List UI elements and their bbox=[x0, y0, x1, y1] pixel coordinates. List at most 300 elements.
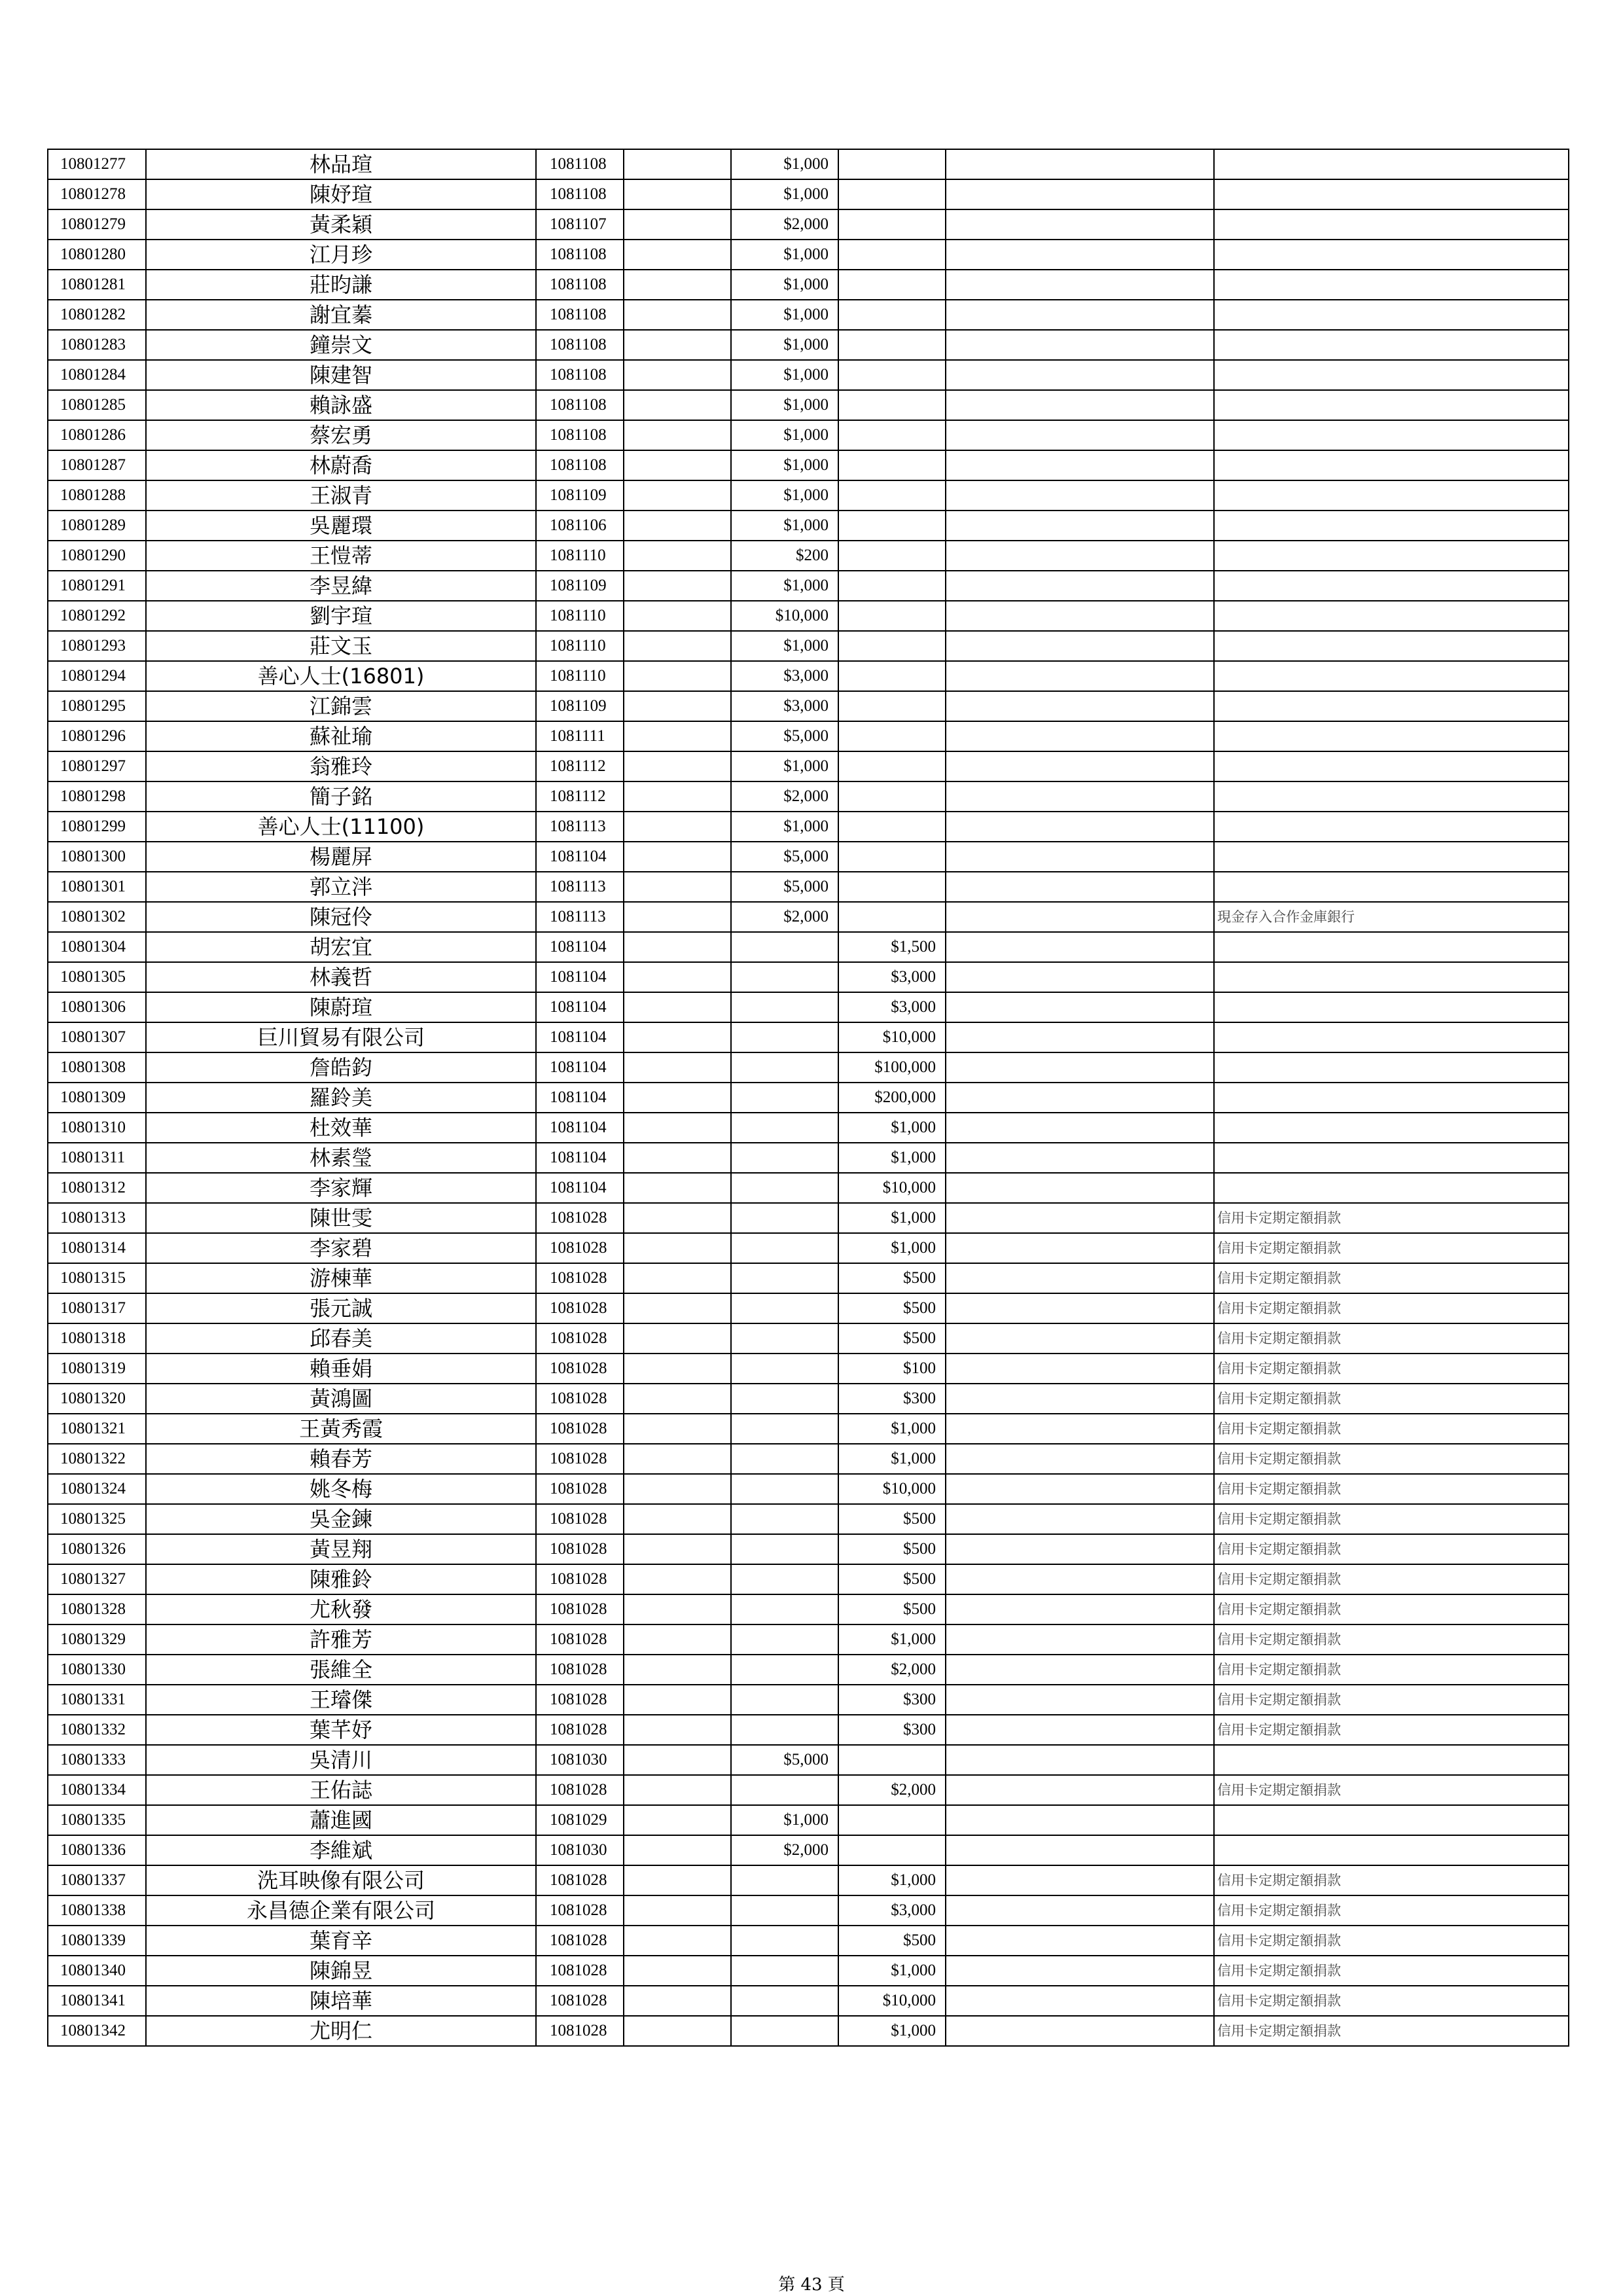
donor-id-cell: 10801324 bbox=[48, 1474, 146, 1504]
date-cell: 1081028 bbox=[536, 1323, 624, 1354]
note-cell bbox=[1214, 932, 1569, 962]
date-cell: 1081028 bbox=[536, 1685, 624, 1715]
note-cell bbox=[1214, 420, 1569, 450]
amount-card-cell: $2,000 bbox=[838, 1655, 946, 1685]
empty-cell bbox=[946, 240, 1214, 270]
note-cell: 信用卡定期定額捐款 bbox=[1214, 1384, 1569, 1414]
empty-cell bbox=[624, 1293, 731, 1323]
empty-cell bbox=[624, 691, 731, 721]
amount-cash-cell bbox=[731, 1926, 838, 1956]
donor-name-cell: 洗耳映像有限公司 bbox=[146, 1865, 536, 1895]
donor-name-cell: 王淑青 bbox=[146, 480, 536, 511]
amount-cash-cell bbox=[731, 1956, 838, 1986]
empty-cell bbox=[624, 1624, 731, 1655]
date-cell: 1081112 bbox=[536, 751, 624, 781]
empty-cell bbox=[624, 1775, 731, 1805]
amount-cash-cell bbox=[731, 1865, 838, 1895]
date-cell: 1081109 bbox=[536, 480, 624, 511]
table-row bbox=[48, 1655, 1569, 1685]
amount-cash-cell bbox=[731, 1293, 838, 1323]
date-cell: 1081028 bbox=[536, 1384, 624, 1414]
empty-cell bbox=[946, 1083, 1214, 1113]
note-cell bbox=[1214, 450, 1569, 480]
empty-cell bbox=[624, 300, 731, 330]
amount-cash-cell: $1,000 bbox=[731, 330, 838, 360]
note-cell: 信用卡定期定額捐款 bbox=[1214, 1323, 1569, 1354]
note-cell: 信用卡定期定額捐款 bbox=[1214, 1354, 1569, 1384]
donor-name-cell: 賴垂娟 bbox=[146, 1354, 536, 1384]
amount-cash-cell: $2,000 bbox=[731, 209, 838, 240]
date-cell: 1081028 bbox=[536, 1624, 624, 1655]
date-cell: 1081104 bbox=[536, 1083, 624, 1113]
amount-cash-cell bbox=[731, 2016, 838, 2046]
donor-name-cell: 李昱緯 bbox=[146, 571, 536, 601]
empty-cell bbox=[624, 1805, 731, 1835]
note-cell bbox=[1214, 872, 1569, 902]
empty-cell bbox=[624, 1083, 731, 1113]
empty-cell bbox=[624, 962, 731, 992]
page-number: 第 43 頁 bbox=[778, 2275, 845, 2295]
donor-id-cell: 10801338 bbox=[48, 1895, 146, 1926]
note-cell: 信用卡定期定額捐款 bbox=[1214, 1624, 1569, 1655]
empty-cell bbox=[946, 812, 1214, 842]
amount-cash-cell: $2,000 bbox=[731, 902, 838, 932]
table-row bbox=[48, 1775, 1569, 1805]
amount-cash-cell bbox=[731, 1113, 838, 1143]
donor-id-cell: 10801295 bbox=[48, 691, 146, 721]
table-row bbox=[48, 1534, 1569, 1564]
empty-cell bbox=[946, 149, 1214, 179]
empty-cell bbox=[624, 1263, 731, 1293]
date-cell: 1081028 bbox=[536, 1926, 624, 1956]
empty-cell bbox=[624, 270, 731, 300]
donor-name-cell: 李家碧 bbox=[146, 1233, 536, 1263]
date-cell: 1081028 bbox=[536, 1354, 624, 1384]
donor-name-cell: 善心人士(16801) bbox=[146, 661, 536, 691]
amount-cash-cell: $10,000 bbox=[731, 601, 838, 631]
amount-cash-cell bbox=[731, 932, 838, 962]
donor-id-cell: 10801320 bbox=[48, 1384, 146, 1414]
empty-cell bbox=[624, 872, 731, 902]
note-cell bbox=[1214, 962, 1569, 992]
donor-id-cell: 10801291 bbox=[48, 571, 146, 601]
amount-card-cell: $1,000 bbox=[838, 2016, 946, 2046]
empty-cell bbox=[946, 1414, 1214, 1444]
note-cell: 信用卡定期定額捐款 bbox=[1214, 1895, 1569, 1926]
donor-name-cell: 尤明仁 bbox=[146, 2016, 536, 2046]
donor-id-cell: 10801335 bbox=[48, 1805, 146, 1835]
amount-cash-cell: $1,000 bbox=[731, 571, 838, 601]
empty-cell bbox=[624, 1444, 731, 1474]
amount-cash-cell bbox=[731, 1173, 838, 1203]
table-row bbox=[48, 1805, 1569, 1835]
donor-id-cell: 10801297 bbox=[48, 751, 146, 781]
date-cell: 1081028 bbox=[536, 1895, 624, 1926]
table-row bbox=[48, 1986, 1569, 2016]
amount-cash-cell: $1,000 bbox=[731, 390, 838, 420]
table-row bbox=[48, 932, 1569, 962]
donor-id-cell: 10801280 bbox=[48, 240, 146, 270]
table-row bbox=[48, 661, 1569, 691]
empty-cell bbox=[946, 1173, 1214, 1203]
empty-cell bbox=[624, 631, 731, 661]
amount-card-cell: $1,000 bbox=[838, 1865, 946, 1895]
amount-cash-cell: $1,000 bbox=[731, 360, 838, 390]
note-cell bbox=[1214, 360, 1569, 390]
amount-card-cell bbox=[838, 300, 946, 330]
donor-id-cell: 10801321 bbox=[48, 1414, 146, 1444]
donor-name-cell: 賴詠盛 bbox=[146, 390, 536, 420]
donor-name-cell: 蕭進國 bbox=[146, 1805, 536, 1835]
note-cell bbox=[1214, 661, 1569, 691]
amount-cash-cell: $200 bbox=[731, 541, 838, 571]
table-row bbox=[48, 360, 1569, 390]
empty-cell bbox=[624, 1414, 731, 1444]
date-cell: 1081109 bbox=[536, 571, 624, 601]
empty-cell bbox=[624, 1143, 731, 1173]
empty-cell bbox=[946, 1474, 1214, 1504]
empty-cell bbox=[946, 1956, 1214, 1986]
amount-cash-cell bbox=[731, 1323, 838, 1354]
donor-id-cell: 10801307 bbox=[48, 1022, 146, 1052]
table-row bbox=[48, 781, 1569, 812]
donor-name-cell: 林素瑩 bbox=[146, 1143, 536, 1173]
empty-cell bbox=[946, 390, 1214, 420]
amount-card-cell bbox=[838, 1805, 946, 1835]
empty-cell bbox=[624, 1926, 731, 1956]
table-row bbox=[48, 872, 1569, 902]
table-row bbox=[48, 1173, 1569, 1203]
note-cell bbox=[1214, 812, 1569, 842]
donor-id-cell: 10801277 bbox=[48, 149, 146, 179]
date-cell: 1081108 bbox=[536, 270, 624, 300]
amount-cash-cell bbox=[731, 1354, 838, 1384]
amount-card-cell: $500 bbox=[838, 1263, 946, 1293]
note-cell: 信用卡定期定額捐款 bbox=[1214, 1233, 1569, 1263]
note-cell bbox=[1214, 149, 1569, 179]
empty-cell bbox=[624, 1052, 731, 1083]
amount-cash-cell: $1,000 bbox=[731, 751, 838, 781]
donor-name-cell: 蘇祉瑜 bbox=[146, 721, 536, 751]
donor-name-cell: 陳建智 bbox=[146, 360, 536, 390]
table-row bbox=[48, 842, 1569, 872]
donor-id-cell: 10801318 bbox=[48, 1323, 146, 1354]
table-row bbox=[48, 631, 1569, 661]
amount-cash-cell: $1,000 bbox=[731, 149, 838, 179]
table-row bbox=[48, 1624, 1569, 1655]
empty-cell bbox=[624, 1685, 731, 1715]
note-cell bbox=[1214, 571, 1569, 601]
table-row bbox=[48, 1715, 1569, 1745]
amount-cash-cell: $1,000 bbox=[731, 270, 838, 300]
donor-id-cell: 10801301 bbox=[48, 872, 146, 902]
amount-card-cell bbox=[838, 480, 946, 511]
note-cell bbox=[1214, 1113, 1569, 1143]
amount-card-cell bbox=[838, 751, 946, 781]
empty-cell bbox=[946, 179, 1214, 209]
amount-cash-cell: $5,000 bbox=[731, 721, 838, 751]
amount-card-cell: $3,000 bbox=[838, 1895, 946, 1926]
amount-cash-cell bbox=[731, 1564, 838, 1594]
note-cell bbox=[1214, 390, 1569, 420]
amount-cash-cell bbox=[731, 1414, 838, 1444]
donor-name-cell: 胡宏宜 bbox=[146, 932, 536, 962]
amount-card-cell bbox=[838, 691, 946, 721]
empty-cell bbox=[946, 1143, 1214, 1173]
date-cell: 1081110 bbox=[536, 601, 624, 631]
note-cell: 信用卡定期定額捐款 bbox=[1214, 1956, 1569, 1986]
empty-cell bbox=[624, 1354, 731, 1384]
donor-id-cell: 10801288 bbox=[48, 480, 146, 511]
donor-name-cell: 吳麗環 bbox=[146, 511, 536, 541]
amount-card-cell: $300 bbox=[838, 1715, 946, 1745]
empty-cell bbox=[946, 1715, 1214, 1745]
note-cell bbox=[1214, 721, 1569, 751]
date-cell: 1081028 bbox=[536, 1655, 624, 1685]
table-row bbox=[48, 209, 1569, 240]
table-row bbox=[48, 1233, 1569, 1263]
donor-id-cell: 10801336 bbox=[48, 1835, 146, 1865]
empty-cell bbox=[946, 1685, 1214, 1715]
donor-name-cell: 詹皓鈞 bbox=[146, 1052, 536, 1083]
empty-cell bbox=[624, 1384, 731, 1414]
amount-card-cell bbox=[838, 149, 946, 179]
donor-id-cell: 10801328 bbox=[48, 1594, 146, 1624]
amount-cash-cell: $5,000 bbox=[731, 872, 838, 902]
donor-name-cell: 張元誠 bbox=[146, 1293, 536, 1323]
empty-cell bbox=[946, 721, 1214, 751]
empty-cell bbox=[946, 360, 1214, 390]
donor-name-cell: 王愷蒂 bbox=[146, 541, 536, 571]
amount-cash-cell: $1,000 bbox=[731, 450, 838, 480]
amount-card-cell bbox=[838, 571, 946, 601]
donor-name-cell: 陳世雯 bbox=[146, 1203, 536, 1233]
empty-cell bbox=[624, 571, 731, 601]
date-cell: 1081106 bbox=[536, 511, 624, 541]
donor-name-cell: 羅鈴美 bbox=[146, 1083, 536, 1113]
donor-name-cell: 黃昱翔 bbox=[146, 1534, 536, 1564]
empty-cell bbox=[946, 1534, 1214, 1564]
amount-card-cell: $2,000 bbox=[838, 1775, 946, 1805]
empty-cell bbox=[624, 842, 731, 872]
date-cell: 1081028 bbox=[536, 1594, 624, 1624]
amount-card-cell: $1,000 bbox=[838, 1956, 946, 1986]
donor-id-cell: 10801287 bbox=[48, 450, 146, 480]
donor-id-cell: 10801281 bbox=[48, 270, 146, 300]
donor-name-cell: 尤秋發 bbox=[146, 1594, 536, 1624]
donor-id-cell: 10801310 bbox=[48, 1113, 146, 1143]
donor-id-cell: 10801293 bbox=[48, 631, 146, 661]
amount-cash-cell bbox=[731, 1444, 838, 1474]
date-cell: 1081028 bbox=[536, 1504, 624, 1534]
date-cell: 1081113 bbox=[536, 902, 624, 932]
donor-name-cell: 翁雅玲 bbox=[146, 751, 536, 781]
donor-name-cell: 黃柔穎 bbox=[146, 209, 536, 240]
amount-cash-cell: $1,000 bbox=[731, 1805, 838, 1835]
donor-name-cell: 吳清川 bbox=[146, 1745, 536, 1775]
date-cell: 1081104 bbox=[536, 1113, 624, 1143]
amount-card-cell bbox=[838, 420, 946, 450]
amount-cash-cell: $1,000 bbox=[731, 240, 838, 270]
empty-cell bbox=[624, 149, 731, 179]
empty-cell bbox=[624, 932, 731, 962]
amount-cash-cell bbox=[731, 1895, 838, 1926]
date-cell: 1081028 bbox=[536, 1865, 624, 1895]
donor-name-cell: 王黃秀霞 bbox=[146, 1414, 536, 1444]
amount-cash-cell: $5,000 bbox=[731, 842, 838, 872]
donor-name-cell: 葉芊妤 bbox=[146, 1715, 536, 1745]
note-cell: 信用卡定期定額捐款 bbox=[1214, 1203, 1569, 1233]
date-cell: 1081030 bbox=[536, 1745, 624, 1775]
amount-card-cell: $500 bbox=[838, 1534, 946, 1564]
empty-cell bbox=[624, 1504, 731, 1534]
donor-id-cell: 10801342 bbox=[48, 2016, 146, 2046]
empty-cell bbox=[624, 902, 731, 932]
donor-id-cell: 10801308 bbox=[48, 1052, 146, 1083]
table-row bbox=[48, 812, 1569, 842]
donor-name-cell: 許雅芳 bbox=[146, 1624, 536, 1655]
donor-name-cell: 江錦雲 bbox=[146, 691, 536, 721]
date-cell: 1081028 bbox=[536, 1203, 624, 1233]
note-cell bbox=[1214, 240, 1569, 270]
empty-cell bbox=[946, 1233, 1214, 1263]
date-cell: 1081107 bbox=[536, 209, 624, 240]
empty-cell bbox=[946, 661, 1214, 691]
donor-name-cell: 陳妤瑄 bbox=[146, 179, 536, 209]
amount-card-cell: $300 bbox=[838, 1685, 946, 1715]
empty-cell bbox=[946, 691, 1214, 721]
date-cell: 1081111 bbox=[536, 721, 624, 751]
empty-cell bbox=[624, 1594, 731, 1624]
date-cell: 1081104 bbox=[536, 1143, 624, 1173]
empty-cell bbox=[624, 1113, 731, 1143]
date-cell: 1081030 bbox=[536, 1835, 624, 1865]
empty-cell bbox=[624, 1233, 731, 1263]
empty-cell bbox=[624, 1986, 731, 2016]
amount-cash-cell: $2,000 bbox=[731, 781, 838, 812]
empty-cell bbox=[624, 2016, 731, 2046]
amount-card-cell: $3,000 bbox=[838, 962, 946, 992]
amount-cash-cell bbox=[731, 1986, 838, 2016]
amount-card-cell: $500 bbox=[838, 1594, 946, 1624]
empty-cell bbox=[946, 1926, 1214, 1956]
empty-cell bbox=[946, 842, 1214, 872]
table-row bbox=[48, 1414, 1569, 1444]
empty-cell bbox=[946, 1865, 1214, 1895]
amount-card-cell bbox=[838, 179, 946, 209]
note-cell bbox=[1214, 601, 1569, 631]
date-cell: 1081028 bbox=[536, 1444, 624, 1474]
donor-id-cell: 10801331 bbox=[48, 1685, 146, 1715]
amount-card-cell bbox=[838, 360, 946, 390]
donor-name-cell: 陳錦昱 bbox=[146, 1956, 536, 1986]
donor-name-cell: 謝宜蓁 bbox=[146, 300, 536, 330]
note-cell: 信用卡定期定額捐款 bbox=[1214, 1865, 1569, 1895]
amount-card-cell: $10,000 bbox=[838, 1986, 946, 2016]
amount-cash-cell: $1,000 bbox=[731, 179, 838, 209]
note-cell: 信用卡定期定額捐款 bbox=[1214, 1926, 1569, 1956]
note-cell: 信用卡定期定額捐款 bbox=[1214, 1594, 1569, 1624]
table-row bbox=[48, 1293, 1569, 1323]
donor-id-cell: 10801279 bbox=[48, 209, 146, 240]
note-cell bbox=[1214, 1805, 1569, 1835]
donor-id-cell: 10801309 bbox=[48, 1083, 146, 1113]
donor-name-cell: 葉育辛 bbox=[146, 1926, 536, 1956]
amount-cash-cell bbox=[731, 1655, 838, 1685]
note-cell bbox=[1214, 992, 1569, 1022]
amount-cash-cell bbox=[731, 1775, 838, 1805]
amount-cash-cell bbox=[731, 962, 838, 992]
note-cell bbox=[1214, 330, 1569, 360]
empty-cell bbox=[946, 480, 1214, 511]
table-row bbox=[48, 962, 1569, 992]
amount-cash-cell: $1,000 bbox=[731, 511, 838, 541]
note-cell bbox=[1214, 270, 1569, 300]
empty-cell bbox=[946, 1293, 1214, 1323]
amount-cash-cell bbox=[731, 1022, 838, 1052]
empty-cell bbox=[624, 1895, 731, 1926]
date-cell: 1081113 bbox=[536, 872, 624, 902]
donor-id-cell: 10801330 bbox=[48, 1655, 146, 1685]
donor-name-cell: 巨川貿易有限公司 bbox=[146, 1022, 536, 1052]
empty-cell bbox=[624, 661, 731, 691]
donor-id-cell: 10801315 bbox=[48, 1263, 146, 1293]
amount-card-cell: $100,000 bbox=[838, 1052, 946, 1083]
donor-id-cell: 10801286 bbox=[48, 420, 146, 450]
donor-name-cell: 王佑誌 bbox=[146, 1775, 536, 1805]
empty-cell bbox=[946, 1986, 1214, 2016]
donor-id-cell: 10801290 bbox=[48, 541, 146, 571]
empty-cell bbox=[624, 1534, 731, 1564]
empty-cell bbox=[946, 450, 1214, 480]
amount-card-cell: $1,000 bbox=[838, 1143, 946, 1173]
note-cell bbox=[1214, 751, 1569, 781]
empty-cell bbox=[946, 932, 1214, 962]
empty-cell bbox=[946, 1263, 1214, 1293]
amount-cash-cell bbox=[731, 1203, 838, 1233]
table-row bbox=[48, 1113, 1569, 1143]
note-cell bbox=[1214, 1052, 1569, 1083]
note-cell bbox=[1214, 1083, 1569, 1113]
note-cell bbox=[1214, 631, 1569, 661]
note-cell bbox=[1214, 1173, 1569, 1203]
donor-name-cell: 簡子銘 bbox=[146, 781, 536, 812]
donor-name-cell: 楊麗屏 bbox=[146, 842, 536, 872]
table-row bbox=[48, 1083, 1569, 1113]
empty-cell bbox=[624, 1203, 731, 1233]
empty-cell bbox=[946, 1895, 1214, 1926]
date-cell: 1081108 bbox=[536, 240, 624, 270]
table-row bbox=[48, 1474, 1569, 1504]
amount-card-cell: $500 bbox=[838, 1323, 946, 1354]
amount-card-cell bbox=[838, 631, 946, 661]
donor-id-cell: 10801278 bbox=[48, 179, 146, 209]
date-cell: 1081108 bbox=[536, 420, 624, 450]
note-cell: 信用卡定期定額捐款 bbox=[1214, 1655, 1569, 1685]
table-row bbox=[48, 1504, 1569, 1534]
note-cell bbox=[1214, 541, 1569, 571]
table-body bbox=[48, 149, 1569, 2046]
date-cell: 1081028 bbox=[536, 1263, 624, 1293]
donor-id-cell: 10801302 bbox=[48, 902, 146, 932]
donor-name-cell: 林品瑄 bbox=[146, 149, 536, 179]
empty-cell bbox=[624, 209, 731, 240]
note-cell: 信用卡定期定額捐款 bbox=[1214, 1263, 1569, 1293]
donor-id-cell: 10801296 bbox=[48, 721, 146, 751]
amount-cash-cell bbox=[731, 1624, 838, 1655]
date-cell: 1081110 bbox=[536, 661, 624, 691]
note-cell: 信用卡定期定額捐款 bbox=[1214, 1293, 1569, 1323]
